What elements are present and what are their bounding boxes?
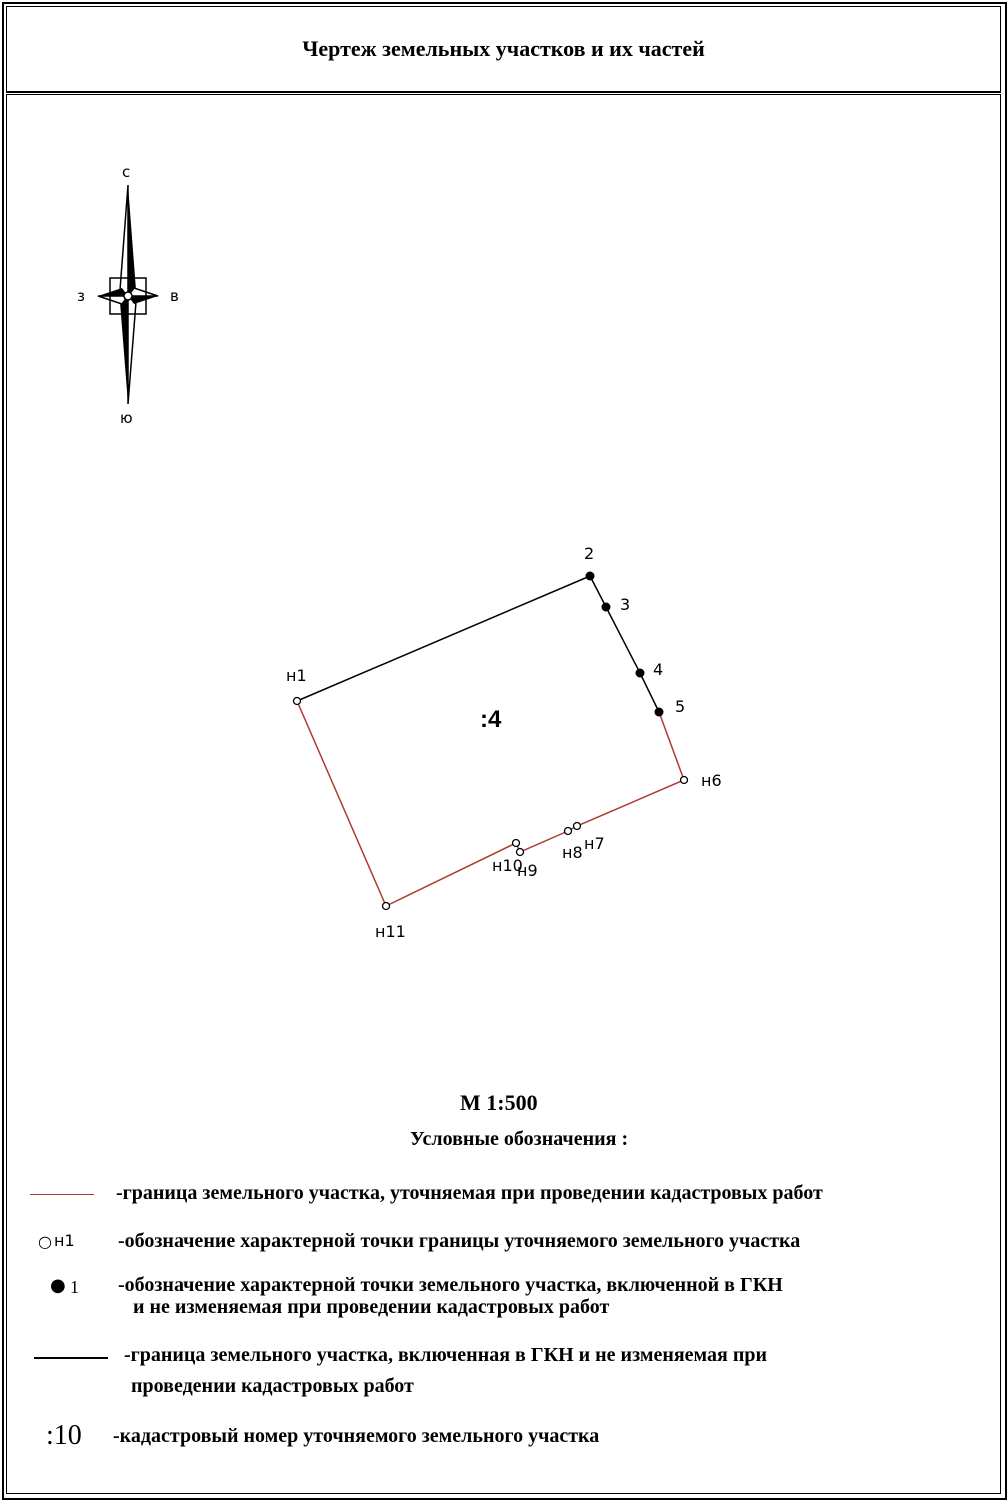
compass-rose-icon — [98, 185, 158, 404]
legend-new-point-symbol: н1 — [54, 1231, 75, 1250]
point-label-5: 5 — [675, 697, 686, 716]
legend-item-cadastral-number: -кадастровый номер уточняемого земельного участка — [113, 1425, 600, 1447]
scale-label: М 1:500 — [460, 1090, 538, 1115]
point-label-4: 4 — [653, 660, 664, 679]
legend-item-existing-boundary-cont: проведении кадастровых работ — [131, 1375, 414, 1397]
point-label-3: 3 — [620, 595, 631, 614]
legend-open-point-icon: ○ — [38, 1232, 52, 1251]
point-label-n9: н9 — [517, 861, 538, 880]
point-marker-2 — [586, 572, 595, 581]
point-marker-5 — [655, 708, 664, 717]
point-marker-n8 — [565, 828, 572, 835]
legend-item-existing-point-cont: и не изменяемая при проведении кадастровых работ — [133, 1296, 610, 1318]
legend-red-line-icon — [30, 1194, 94, 1195]
legend-item-new-point: -обозначение характерной точки границы уточняемого земельного участка — [118, 1230, 801, 1252]
point-marker-n6 — [681, 777, 688, 784]
compass-east-label: в — [170, 287, 179, 305]
point-marker-4 — [636, 669, 645, 678]
legend-filled-point-icon: ● — [50, 1275, 66, 1296]
legend-item-existing-boundary: -граница земельного участка, включенная в ГКН и не изменяемая при — [124, 1344, 768, 1366]
point-label-2: 2 — [584, 544, 595, 563]
parcel-cadastral-label: :4 — [480, 706, 502, 733]
point-label-n10: н10 — [492, 856, 523, 875]
point-marker-n9 — [517, 849, 524, 856]
point-label-n1: н1 — [286, 666, 307, 685]
legend-cadastral-symbol: :10 — [46, 1420, 82, 1451]
legend-item-new-boundary: -граница земельного участка, уточняемая при проведении кадастровых работ — [116, 1182, 823, 1204]
point-label-n7: н7 — [584, 834, 605, 853]
point-marker-n1 — [294, 698, 301, 705]
point-label-n8: н8 — [562, 843, 583, 862]
point-label-n11: н11 — [375, 922, 406, 941]
compass-north-label: с — [122, 163, 131, 181]
legend-black-line-icon — [34, 1357, 108, 1359]
point-marker-3 — [602, 603, 611, 612]
compass-west-label: з — [77, 287, 85, 305]
point-marker-n7 — [574, 823, 581, 830]
point-marker-n11 — [383, 903, 390, 910]
legend-item-existing-point: -обозначение характерной точки земельного участка, включенной в ГКН — [118, 1274, 783, 1296]
point-label-n6: н6 — [701, 771, 722, 790]
point-marker-n10 — [513, 840, 520, 847]
sheet-title: Чертеж земельных участков и их частей — [302, 36, 705, 61]
existing-boundary-line — [297, 576, 659, 712]
legend-title: Условные обозначения : — [410, 1128, 629, 1150]
compass-south-label: ю — [120, 409, 133, 427]
legend-existing-point-symbol: 1 — [70, 1277, 79, 1297]
